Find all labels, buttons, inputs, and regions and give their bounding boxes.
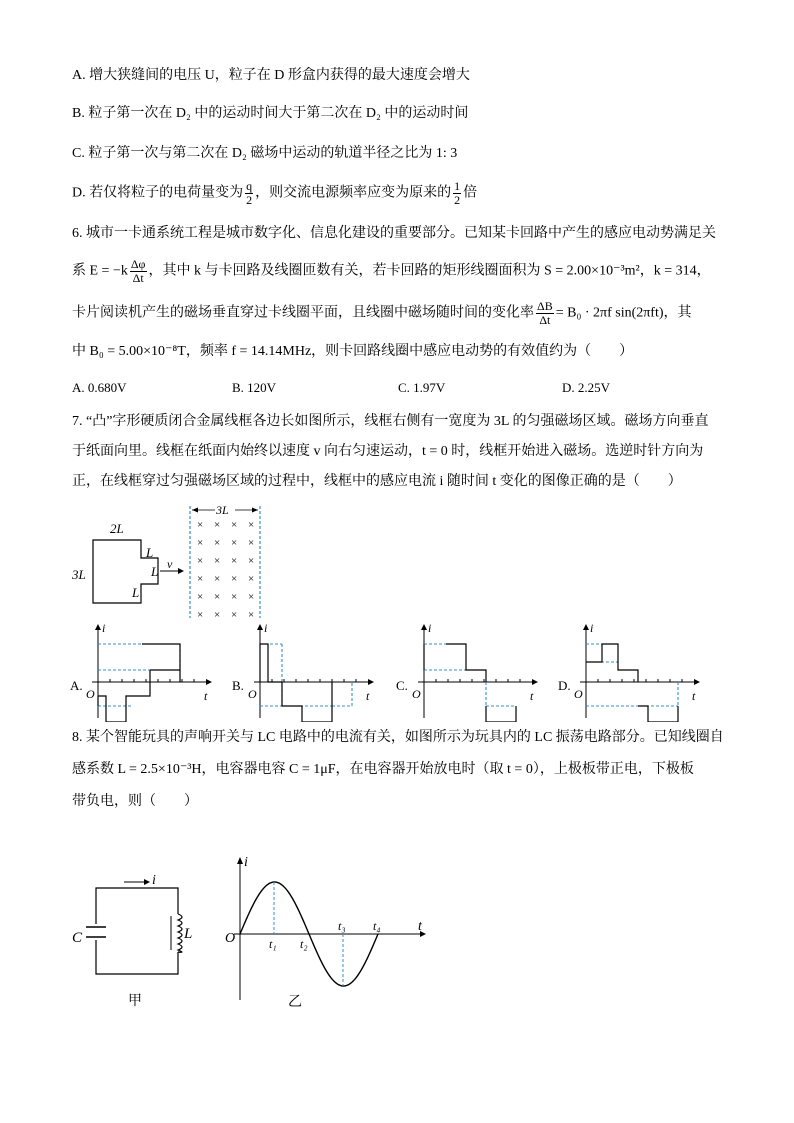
q5-option-b: B. 粒子第一次在 D₂ 中的运动时间大于第二次在 D₂ 中的运动时间 <box>72 106 469 121</box>
label-t3: t₃ <box>338 919 346 933</box>
magnetic-field-crosses <box>197 519 254 620</box>
frac-numerator: ΔB <box>537 299 553 313</box>
q6-formula-post: ，其中 k 与卡回路及线圈匝数有关，若卡回路的矩形线圈面积为 S = 2.00×10⁻³m²，k = 314， <box>148 263 711 279</box>
y-axis-arrow <box>237 857 243 864</box>
label-i: i <box>244 855 248 870</box>
field-cross: × <box>248 609 255 620</box>
option-label: A. <box>70 678 83 693</box>
field-cross: × <box>248 555 255 567</box>
label-t: t <box>530 689 534 703</box>
q7-stem-line2: 于纸面向里。线框在纸面内始终以速度 v 向右匀速运动，t = 0 时，线框开始进入磁场。选逆时针方向为 <box>72 444 704 459</box>
caption-jia: 甲 <box>128 994 142 1009</box>
current-step-curve <box>586 644 678 722</box>
width-arrow-right-head <box>252 508 258 513</box>
q7-graph-option-c <box>396 622 546 722</box>
label-C: C <box>72 930 83 946</box>
label-t: t <box>204 689 208 703</box>
label-t: t <box>692 689 696 703</box>
q7-graph-option-a <box>70 622 220 722</box>
frac-numerator: 1 <box>454 179 461 193</box>
label-origin: O <box>225 931 236 946</box>
current-step-curve <box>260 644 332 722</box>
current-step-curve <box>424 644 516 722</box>
q7-frame-figure <box>66 500 276 620</box>
q7-graph-option-d <box>558 622 708 722</box>
label-i: i <box>102 622 106 635</box>
q6-fraction-dphi-dt <box>130 258 147 285</box>
q5-d-text-post: 倍 <box>463 185 478 201</box>
label-t4: t₄ <box>373 919 381 933</box>
label-width-3L: 3L <box>216 503 229 517</box>
label-origin: O <box>412 687 421 701</box>
label-L-2: L <box>151 564 159 579</box>
circuit-wire <box>96 888 178 974</box>
label-i: i <box>264 622 268 635</box>
option-label: B. <box>232 678 244 693</box>
field-cross: × <box>248 573 255 585</box>
label-left-3L: 3L <box>72 567 86 582</box>
current-step-curve <box>98 644 180 722</box>
q5-option-a: A. 增大狭缝间的电压 U，粒子在 D 形盒内获得的最大速度会增大 <box>72 68 470 83</box>
frac-denominator: 2 <box>246 193 253 207</box>
q7-stem-line1: 7. “凸”字形硬质闭合金属线框各边长如图所示，线框右侧有一宽度为 3L 的匀强磁场区域。磁场方向垂直 <box>72 414 709 429</box>
q6-option-a: A. 0.680V <box>72 380 127 395</box>
label-t: t <box>418 919 422 934</box>
q8-stem-line2: 感系数 L = 2.5×10⁻³H，电容器电容 C = 1μF，在电容器开始放电时（取 t = 0），上极板带正电，下极板 <box>72 762 694 777</box>
label-t2: t₂ <box>300 937 308 951</box>
q8-current-waveform <box>220 852 435 1012</box>
label-L-3: L <box>132 585 140 600</box>
label-v: v <box>167 557 173 571</box>
label-L-1: L <box>146 545 154 560</box>
frac-denominator: Δt <box>132 271 144 285</box>
label-i: i <box>590 622 594 635</box>
q5-d-fraction-q <box>245 180 253 207</box>
field-cross: × <box>214 609 221 620</box>
q6-fraction-db-dt <box>536 300 554 327</box>
label-t1: t₁ <box>269 937 277 951</box>
label-t: t <box>366 689 370 703</box>
caption-yi: 乙 <box>288 995 302 1010</box>
field-cross: × <box>197 537 204 549</box>
q6-rate-pre: 卡片阅读机产生的磁场垂直穿过卡线圈平面，且线圈中磁场随时间的变化率 <box>72 305 534 321</box>
field-cross: × <box>214 519 221 531</box>
q8-lc-circuit <box>66 862 206 1012</box>
field-cross: × <box>248 519 255 531</box>
field-cross: × <box>197 609 204 620</box>
q5-d-text-mid: ，则交流电源频率应变为原来的 <box>255 185 452 201</box>
q6-stem-line2 <box>72 258 711 285</box>
field-cross: × <box>231 519 238 531</box>
field-cross: × <box>214 573 221 585</box>
field-cross: × <box>248 537 255 549</box>
q5-d-text-pre: D. 若仅将粒子的电荷量变为 <box>72 185 244 201</box>
y-axis-arrow <box>257 624 263 630</box>
label-i: i <box>428 622 432 635</box>
width-arrow-left-head <box>192 508 198 513</box>
q6-option-d: D. 2.25V <box>562 380 611 395</box>
q5-option-d <box>72 180 477 207</box>
q6-stem-line1: 6. 城市一卡通系统工程是城市数字化、信息化建设的重要部分。已知某卡回路中产生的感应电动势满足关 <box>72 226 716 241</box>
field-cross: × <box>197 555 204 567</box>
x-axis-arrow <box>532 679 538 685</box>
option-label: C. <box>396 678 408 693</box>
frac-numerator: q <box>246 179 253 193</box>
field-cross: × <box>197 591 204 603</box>
label-i: i <box>152 873 156 888</box>
frac-denominator: 2 <box>454 193 461 207</box>
option-label: D. <box>558 678 571 693</box>
frac-numerator: Δφ <box>130 257 146 271</box>
field-cross: × <box>197 573 204 585</box>
x-axis-arrow <box>694 679 700 685</box>
y-axis-arrow <box>421 624 427 630</box>
current-arrow-head <box>144 879 150 885</box>
field-cross: × <box>214 591 221 603</box>
label-origin: O <box>86 687 95 701</box>
field-cross: × <box>231 609 238 620</box>
x-axis-arrow <box>368 679 374 685</box>
q7-graph-option-b <box>232 622 382 722</box>
y-axis-arrow <box>95 624 101 630</box>
q5-d-fraction-half <box>453 180 461 207</box>
x-axis-arrow <box>206 679 212 685</box>
y-axis-arrow <box>583 624 589 630</box>
q6-stem-line4: 中 B₀ = 5.00×10⁻⁸T，频率 f = 14.14MHz，则卡回路线圈中感应电动势的有效值约为（ ） <box>72 344 634 359</box>
guide-line <box>332 682 352 706</box>
q8-stem-line1: 8. 某个智能玩具的声响开关与 LC 电路中的电流有关，如图所示为玩具内的 LC 振荡电路部分。已知线圈自 <box>72 730 724 745</box>
field-cross: × <box>231 555 238 567</box>
field-cross: × <box>214 537 221 549</box>
q8-stem-line3: 带负电，则（ ） <box>72 794 198 809</box>
inductor-coil <box>178 914 182 952</box>
q6-option-c: C. 1.97V <box>398 380 446 395</box>
velocity-arrow-head <box>178 568 184 574</box>
frac-denominator: Δt <box>539 313 551 327</box>
field-cross: × <box>231 591 238 603</box>
field-cross: × <box>231 573 238 585</box>
label-origin: O <box>248 687 257 701</box>
label-L: L <box>184 926 193 942</box>
label-top-2L: 2L <box>110 521 124 536</box>
q7-stem-line3: 正，在线框穿过匀强磁场区域的过程中，线框中的感应电流 i 随时间 t 变化的图像正确的是（ ） <box>72 474 682 489</box>
q6-stem-line3 <box>72 300 692 327</box>
field-cross: × <box>214 555 221 567</box>
q6-formula-pre: 系 E = −k <box>72 263 128 279</box>
q6-rate-post: = B₀ · 2πf sin(2πft)，其 <box>555 305 692 321</box>
q6-option-b: B. 120V <box>232 380 277 395</box>
field-cross: × <box>197 519 204 531</box>
label-origin: O <box>574 687 583 701</box>
field-cross: × <box>231 537 238 549</box>
q5-option-c: C. 粒子第一次与第二次在 D₂ 磁场中运动的轨道半径之比为 1: 3 <box>72 146 458 161</box>
field-cross: × <box>248 591 255 603</box>
